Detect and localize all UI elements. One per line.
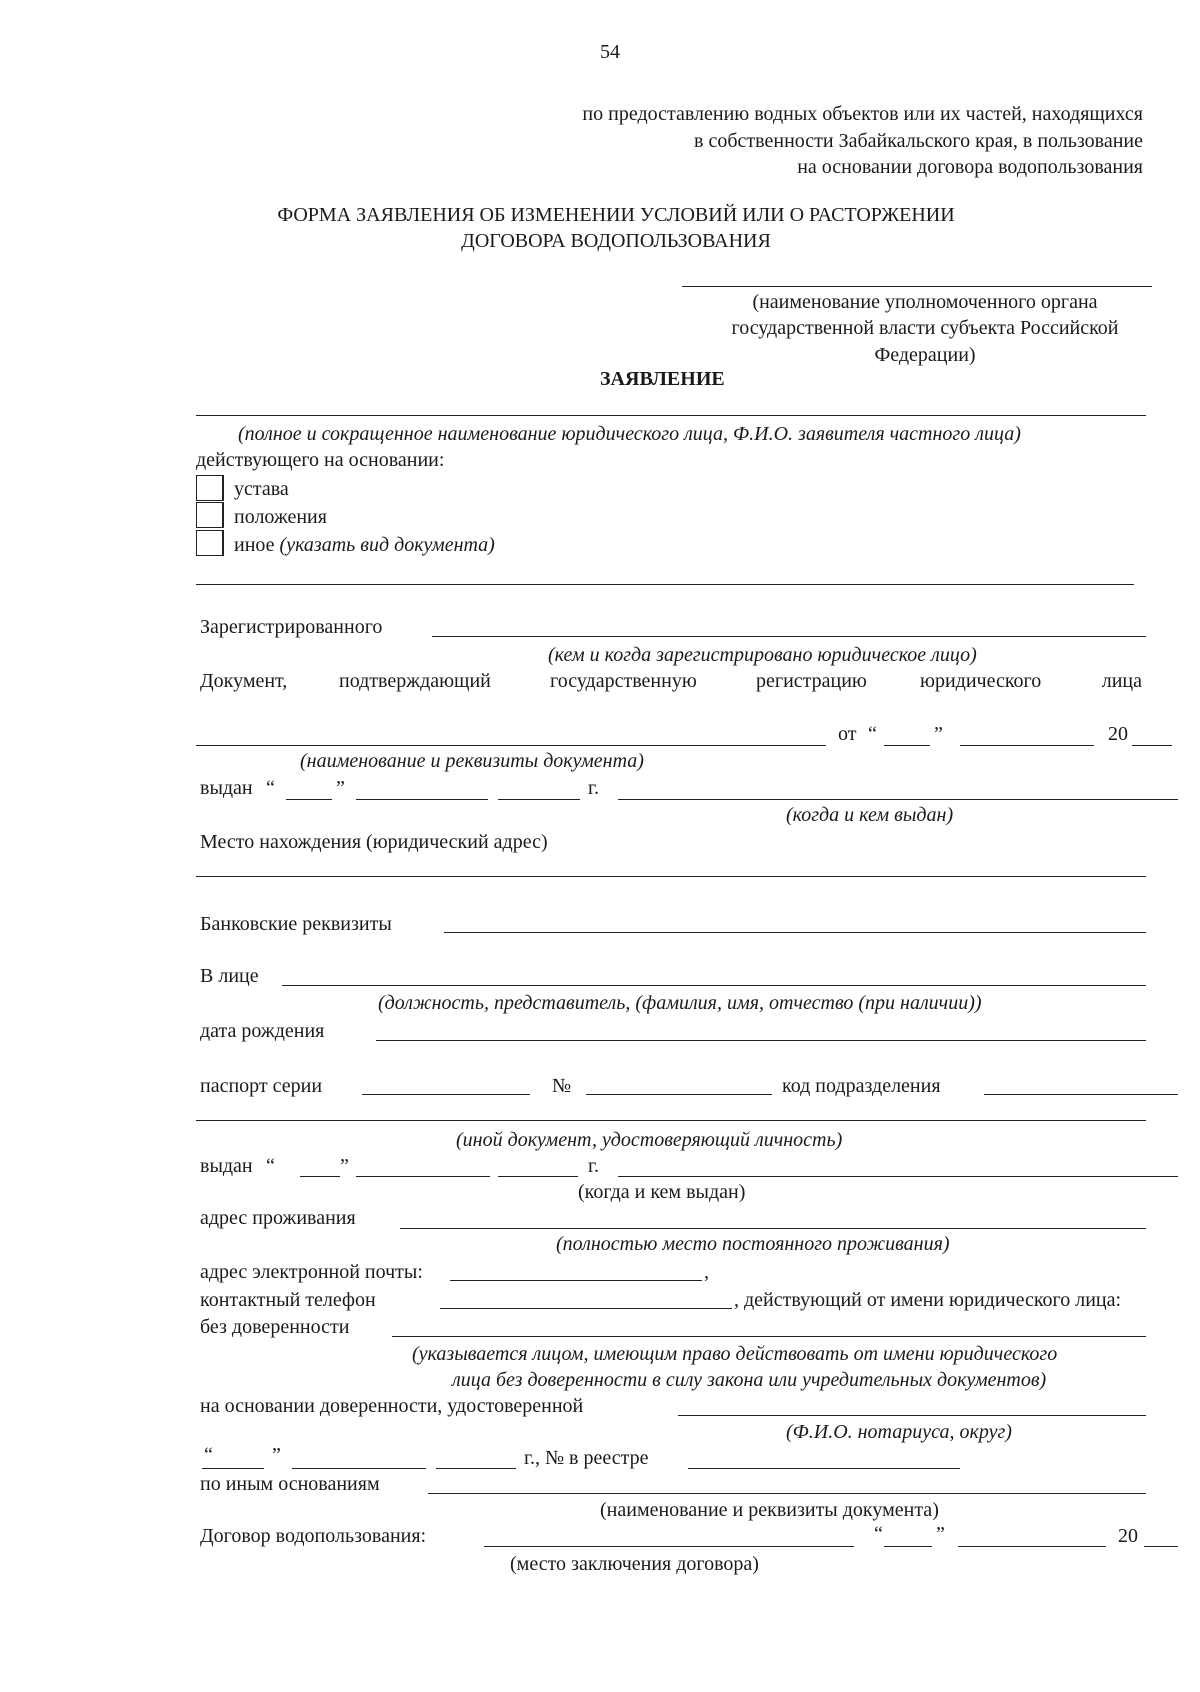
contract-label: Договор водопользования: <box>200 1525 427 1547</box>
phone-suffix: , действующий от имени юридического лица: <box>734 1289 1122 1311</box>
issued1-month-line[interactable] <box>356 799 488 800</box>
issued1-close-quote: ” <box>336 777 345 799</box>
passport-series-label: паспорт серии <box>200 1075 323 1097</box>
issued2-day-line[interactable] <box>300 1176 340 1177</box>
registered-line[interactable] <box>432 636 1146 637</box>
reg-doc-word-6: лица <box>1101 670 1142 692</box>
registered-label: Зарегистрированного <box>200 616 383 638</box>
form-title-line-1: ФОРМА ЗАЯВЛЕНИЯ ОБ ИЗМЕНЕНИИ УСЛОВИЙ ИЛИ О РАСТОРЖЕНИИ <box>277 204 955 226</box>
issued1-day-line[interactable] <box>286 799 332 800</box>
issued1-open-quote: “ <box>266 777 275 799</box>
reg-doc-day-line[interactable] <box>884 745 930 746</box>
issued2-label: выдан <box>200 1155 253 1177</box>
addressee-caption-3: Федерации) <box>874 344 976 366</box>
legal-address-label: Место нахождения (юридический адрес) <box>200 831 548 853</box>
issued1-by-line[interactable] <box>618 799 1178 800</box>
reg-doc-name-line[interactable] <box>196 745 826 746</box>
other-grounds-caption: (наименование и реквизиты документа) <box>600 1499 939 1521</box>
header-line-3: на основании договора водопользования <box>797 156 1143 178</box>
bank-label: Банковские реквизиты <box>200 913 392 935</box>
addressee-caption-2: государственной власти субъекта Российской <box>731 317 1119 339</box>
registry-day-line[interactable] <box>202 1468 264 1469</box>
addressee-caption-1: (наименование уполномоченного органа <box>752 291 1098 313</box>
issued2-open-quote: “ <box>266 1155 275 1177</box>
basis-label: действующего на основании: <box>196 449 445 471</box>
registry-month-line[interactable] <box>292 1468 426 1469</box>
issued2-month-line[interactable] <box>356 1176 490 1177</box>
registry-close-quote: ” <box>272 1444 281 1466</box>
legal-address-line[interactable] <box>196 876 1146 877</box>
applicant-name-line[interactable] <box>196 415 1146 416</box>
registry-year-line[interactable] <box>436 1468 516 1469</box>
other-document-line[interactable] <box>196 584 1134 585</box>
statement-heading: ЗАЯВЛЕНИЕ <box>600 368 725 390</box>
contract-caption: (место заключения договора) <box>510 1553 759 1575</box>
issued2-close-quote: ” <box>340 1155 349 1177</box>
bank-line[interactable] <box>444 932 1146 933</box>
reg-doc-year-label: 20 <box>1108 723 1128 745</box>
reg-doc-from-label: от <box>838 723 857 745</box>
passport-division-label: код подразделения <box>782 1075 941 1097</box>
residence-label: адрес проживания <box>200 1207 356 1229</box>
basis-option-other-note: (указать вид документа) <box>279 534 495 556</box>
contract-day-line[interactable] <box>884 1546 932 1547</box>
passport-division-line[interactable] <box>984 1094 1178 1095</box>
proxy-caption: (Ф.И.О. нотариуса, округ) <box>786 1421 1012 1443</box>
contract-open-quote: “ <box>874 1523 883 1545</box>
contract-close-quote: ” <box>936 1523 945 1545</box>
contract-month-line[interactable] <box>958 1546 1106 1547</box>
phone-line[interactable] <box>440 1308 732 1309</box>
other-grounds-line[interactable] <box>428 1493 1146 1494</box>
passport-number-label: № <box>552 1075 572 1097</box>
email-label: адрес электронной почты: <box>200 1261 423 1283</box>
reg-doc-year-line[interactable] <box>1132 745 1172 746</box>
residence-line[interactable] <box>400 1228 1146 1229</box>
no-proxy-caption-2: лица без доверенности в силу закона или учредительных документов) <box>452 1369 1047 1391</box>
representative-caption: (должность, представитель, (фамилия, имя, отчество (при наличии)) <box>378 992 982 1014</box>
header-line-1: по предоставлению водных объектов или их частей, находящихся <box>582 103 1143 125</box>
basis-option-other-label: иное <box>234 534 275 556</box>
registry-open-quote: “ <box>204 1444 213 1466</box>
contract-year-label: 20 <box>1118 1525 1138 1547</box>
registry-number-line[interactable] <box>688 1468 960 1469</box>
issued1-year-line[interactable] <box>498 799 580 800</box>
reg-doc-close-quote: ” <box>934 723 943 745</box>
reg-doc-word-1: Документ, <box>200 670 288 692</box>
issued1-caption: (когда и кем выдан) <box>786 804 954 826</box>
no-proxy-caption-1: (указывается лицом, имеющим право действовать от имени юридического <box>412 1343 1058 1365</box>
representative-label: В лице <box>200 965 259 987</box>
proxy-notary-line[interactable] <box>678 1415 1146 1416</box>
passport-series-line[interactable] <box>362 1094 530 1095</box>
registry-text: г., № в реестре <box>524 1447 649 1469</box>
reg-doc-open-quote: “ <box>868 723 877 745</box>
issued2-by-line[interactable] <box>618 1176 1178 1177</box>
no-proxy-label: без доверенности <box>200 1316 350 1338</box>
basis-option-regulation: положения <box>234 506 327 528</box>
checkbox-regulation[interactable] <box>196 502 224 528</box>
residence-caption: (полностью место постоянного проживания) <box>556 1233 950 1255</box>
contract-year-line[interactable] <box>1144 1546 1178 1547</box>
addressee-line[interactable] <box>682 286 1152 287</box>
reg-doc-word-4: регистрацию <box>756 670 867 692</box>
reg-doc-month-line[interactable] <box>960 745 1094 746</box>
email-line[interactable] <box>450 1280 702 1281</box>
reg-doc-word-3: государственную <box>550 670 697 692</box>
contract-place-line[interactable] <box>484 1546 854 1547</box>
issued2-caption: (когда и кем выдан) <box>578 1181 746 1203</box>
page-number: 54 <box>600 41 620 63</box>
checkbox-other[interactable] <box>196 530 224 556</box>
registered-caption: (кем и когда зарегистрировано юридическое лицо) <box>548 644 977 666</box>
reg-doc-caption: (наименование и реквизиты документа) <box>300 750 644 772</box>
other-id-caption: (иной документ, удостоверяющий личность) <box>456 1129 843 1151</box>
form-title-line-2: ДОГОВОРА ВОДОПОЛЬЗОВАНИЯ <box>461 230 771 252</box>
reg-doc-word-2: подтверждающий <box>339 670 491 692</box>
representative-line[interactable] <box>282 985 1146 986</box>
applicant-caption: (полное и сокращенное наименование юридического лица, Ф.И.О. заявителя частного лица) <box>238 423 1021 445</box>
issued1-label: выдан <box>200 777 253 799</box>
issued2-year-suffix: г. <box>588 1155 599 1177</box>
basis-option-charter: устава <box>234 478 289 500</box>
reg-doc-word-5: юридического <box>920 670 1042 692</box>
no-proxy-line[interactable] <box>392 1336 1146 1337</box>
header-line-2: в собственности Забайкальского края, в пользование <box>694 130 1143 152</box>
issued2-year-line[interactable] <box>498 1176 578 1177</box>
phone-label: контактный телефон <box>200 1289 376 1311</box>
passport-number-line[interactable] <box>586 1094 772 1095</box>
other-id-line[interactable] <box>196 1120 1146 1121</box>
email-comma: , <box>704 1261 709 1283</box>
proxy-label: на основании доверенности, удостоверенной <box>200 1395 584 1417</box>
birth-date-label: дата рождения <box>200 1020 325 1042</box>
birth-date-line[interactable] <box>376 1040 1146 1041</box>
issued1-year-suffix: г. <box>588 777 599 799</box>
checkbox-charter[interactable] <box>196 475 224 501</box>
basis-option-other <box>234 535 495 555</box>
other-grounds-label: по иным основаниям <box>200 1473 380 1495</box>
